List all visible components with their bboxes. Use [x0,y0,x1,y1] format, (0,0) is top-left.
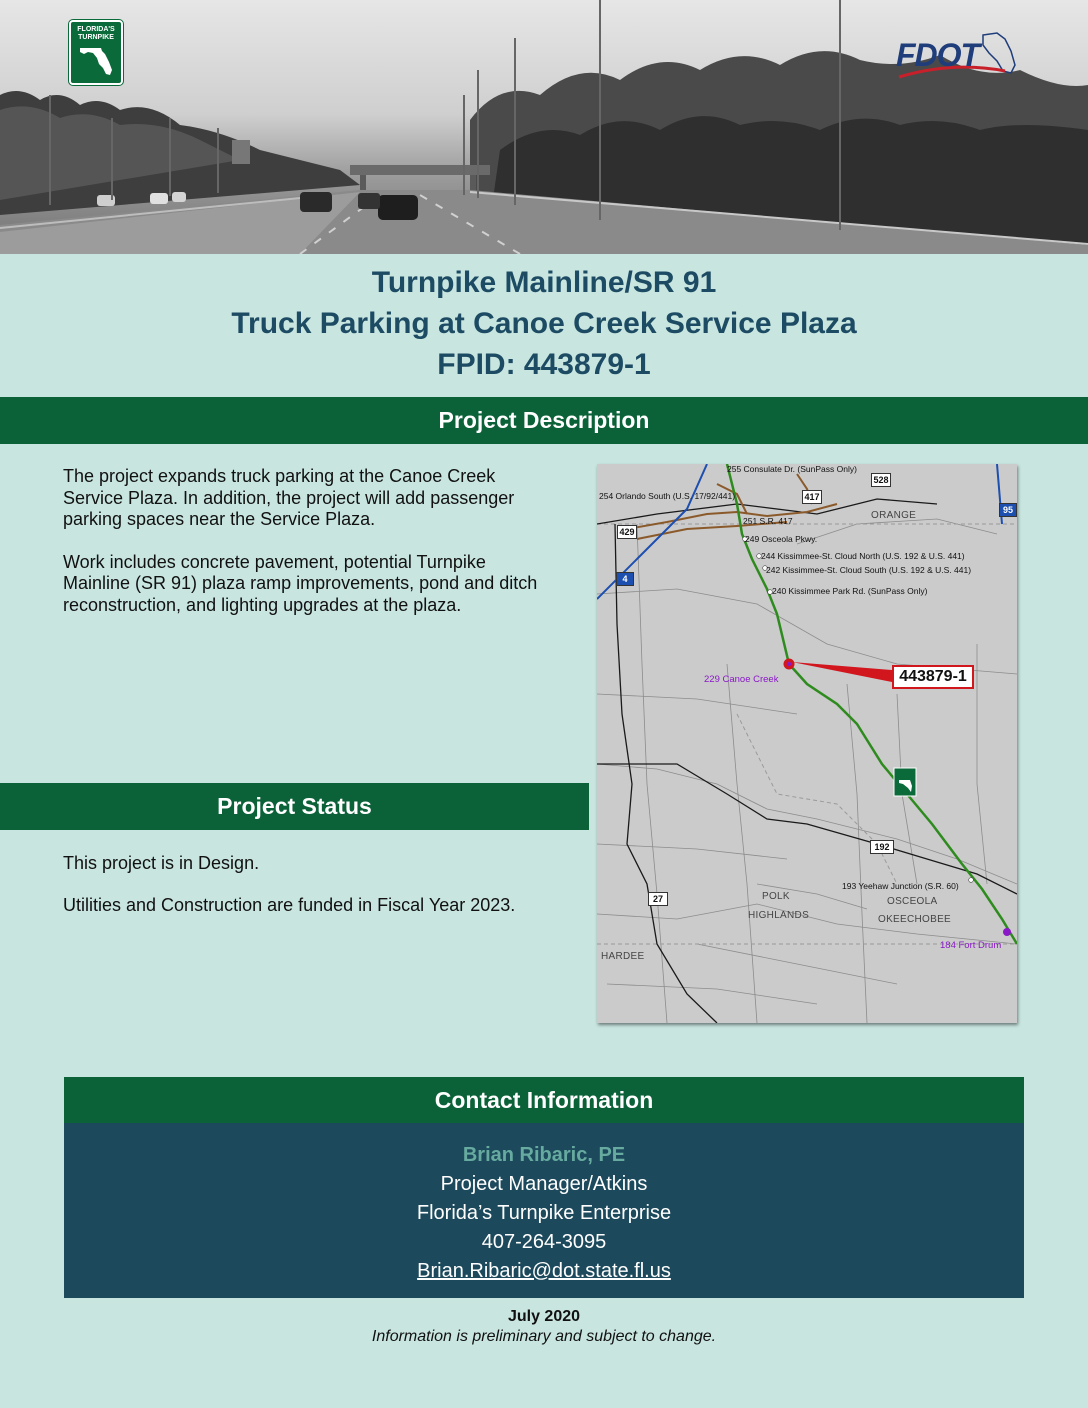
route-shield: 528 [871,473,891,487]
map-label-service-plaza: 184 Fort Drum [940,940,1002,951]
map-label-interchange: 249 Osceola Pkwy. [745,534,818,544]
map-label-interchange: 254 Orlando South (U.S. 17/92/441) [599,491,736,501]
project-description-text [63,466,543,637]
route-shield: 27 [648,892,668,906]
footer-disclaimer: Information is preliminary and subject to change. [371,1328,717,1345]
header-photo [0,0,1088,254]
map-label-interchange: 244 Kissimmee-St. Cloud North (U.S. 192 & U.S. 441) [761,551,965,561]
title-line-fpid: FPID: 443879-1 [437,348,651,381]
description-paragraph: Work includes concrete pavement, potential Turnpike Mainline (SR 91) plaza ramp improvements, pond and ditch reconstruction, and lighting upgrades at the plaza. [63,551,538,615]
route-shield: 192 [870,840,894,854]
contact-information-heading: Contact Information [64,1077,1024,1123]
description-paragraph: The project expands truck parking at the Canoe Creek Service Plaza. In addition, the project will add passenger parking spaces near the Service Plaza. [63,466,515,529]
footer-date: July 2020 [507,1308,581,1325]
project-location-map [597,464,1017,1023]
route-shield: 417 [802,490,822,504]
contact-name: Brian Ribaric, PE [462,1144,626,1166]
contact-information-panel [64,1123,1024,1298]
page-title [0,262,1088,385]
map-label-county: POLK [762,891,790,902]
map-label-service-plaza: 229 Canoe Creek [704,674,779,685]
contact-phone: 407-264-3095 [481,1231,607,1253]
status-paragraph: Utilities and Construction are funded in Fiscal Year 2023. [63,894,516,915]
map-label-county: ORANGE [871,510,917,521]
map-label-county: OKEECHOBEE [878,914,952,925]
map-label-interchange: 255 Consulate Dr. (SunPass Only) [727,464,857,474]
map-label-interchange: 240 Kissimmee Park Rd. (SunPass Only) [772,586,928,596]
status-paragraph: This project is in Design. [63,853,260,873]
title-line-project: Truck Parking at Canoe Creek Service Plaza [231,307,857,340]
project-status-text [63,853,583,936]
map-label-interchange: 251 S.R. 417 [743,516,793,526]
project-status-heading: Project Status [0,783,589,830]
map-label-interchange: 242 Kissimmee-St. Cloud South (U.S. 192 & U.S. 441) [766,565,972,575]
map-label-interchange: 193 Yeehaw Junction (S.R. 60) [842,881,959,891]
project-description-heading: Project Description [0,397,1088,444]
florida-state-icon [79,46,113,76]
map-label-county: HARDEE [601,951,645,962]
contact-email-link[interactable]: Brian.Ribaric@dot.state.fl.us [417,1260,671,1282]
fdot-logo: FDOT [893,31,1018,87]
contact-title: Project Manager/Atkins [440,1173,648,1195]
map-label-county: HIGHLANDS [748,910,810,921]
footer [0,1306,1088,1347]
florida-turnpike-logo: FLORIDA'S TURNPIKE [69,20,123,85]
fpid-callout-label: 443879-1 [892,665,974,689]
route-shield: 4 [616,572,634,586]
title-line-route: Turnpike Mainline/SR 91 [371,266,717,299]
route-shield: 95 [999,503,1017,517]
contact-organization: Florida’s Turnpike Enterprise [416,1202,672,1224]
route-shield: 429 [617,525,637,539]
map-label-county: OSCEOLA [887,896,938,907]
